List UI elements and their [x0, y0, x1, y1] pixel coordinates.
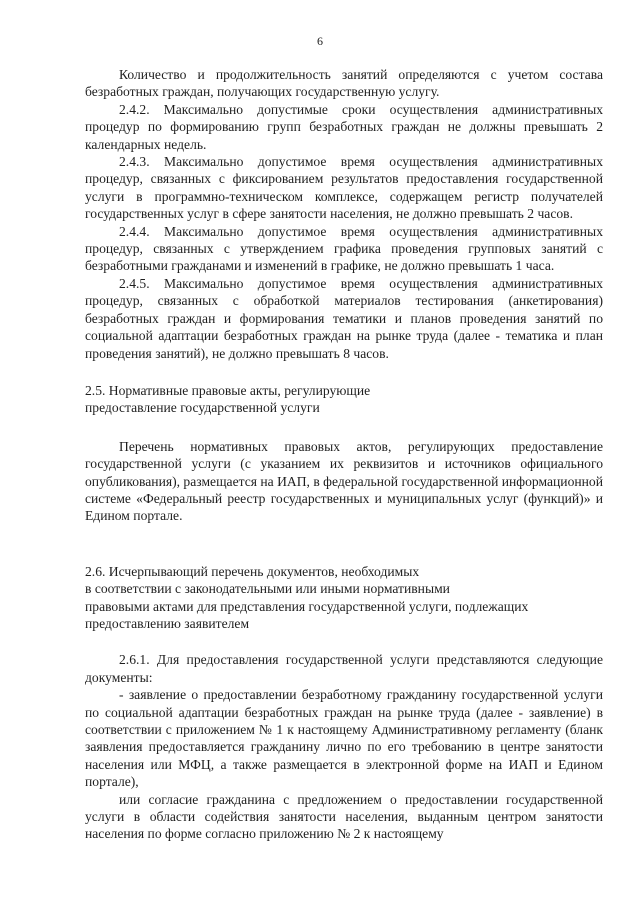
- heading-line: 2.6. Исчерпывающий перечень документов, необходимых: [85, 563, 420, 579]
- heading-line: правовыми актами для представления государственной услуги, подлежащих: [85, 598, 529, 614]
- paragraph: Количество и продолжительность занятий определяются с учетом состава безработных граждан, получающих государственную услугу.: [85, 67, 603, 100]
- heading-line: предоставлению заявителем: [85, 615, 250, 631]
- paragraph-2-4-5: 2.4.5. Максимально допустимое время осуществления административных процедур, связанных с обработкой материалов тестирования (анкетирования) безработных граждан и формирования тематики и планов проведения занятий по социальной адаптации безработных граждан на рынке труда (далее - тематика и план проведения занятий), не должно превышать 8 часов.: [85, 275, 603, 361]
- paragraph-2-5: Перечень нормативных правовых актов, регулирующих предоставление государственной услуги (с указанием их реквизитов и источников официального опубликования), размещается на ИАП, в федеральной государственной информационной системе «Федеральный реестр государственных и муниципальных услуг (функций)» и Едином портале.: [85, 438, 604, 524]
- section-heading-2-5: [85, 382, 603, 417]
- section-heading-2-6: [85, 563, 603, 633]
- heading-line: 2.5. Нормативные правовые акты, регулирующие: [85, 382, 371, 398]
- paragraph-application: - заявление о предоставлении безработному гражданину государственной услуги по социальной адаптации безработных граждан на рынке труда (далее - заявление) в соответствии с приложением № 1 к настоящему Административному регламенту (бланк заявления предоставляется гражданину лично по его требованию в центре занятости населения или МФЦ, а также размещается в электронной форме на ИАП и Едином портале),: [85, 687, 603, 790]
- paragraph-2-4-4: 2.4.4. Максимально допустимое время осуществления административных процедур, связанных с утверждением графика проведения групповых занятий с безработными гражданами и изменений в графике, не должно превышать 1 часа.: [85, 223, 603, 274]
- paragraph-2-4-3: 2.4.3. Максимально допустимое время осуществления административных процедур, связанных с фиксированием результатов предоставления государственной услуги в программно-техническом комплексе, содержащем регистр получателей государственных услуг в сфере занятости населения, не должно превышать 2 часов.: [85, 154, 603, 222]
- page-number: 6: [317, 34, 323, 48]
- heading-line: предоставление государственной услуги: [85, 400, 320, 416]
- paragraph-2-6-1: 2.6.1. Для предоставления государственной услуги представляются следующие документы:: [85, 652, 603, 685]
- paragraph-2-4-2: 2.4.2. Максимально допустимые сроки осуществления административных процедур по формированию групп безработных граждан не должны превышать 2 календарных недель.: [85, 101, 603, 152]
- heading-line: в соответствии с законодательными или иными нормативными: [85, 581, 450, 597]
- document-body: [85, 66, 603, 843]
- paragraph-consent: или согласие гражданина с предложением о предоставлении государственной услуги в области содействия занятости населения, выданным центром занятости населения по форме согласно приложению № 2 к настоящему: [85, 791, 603, 842]
